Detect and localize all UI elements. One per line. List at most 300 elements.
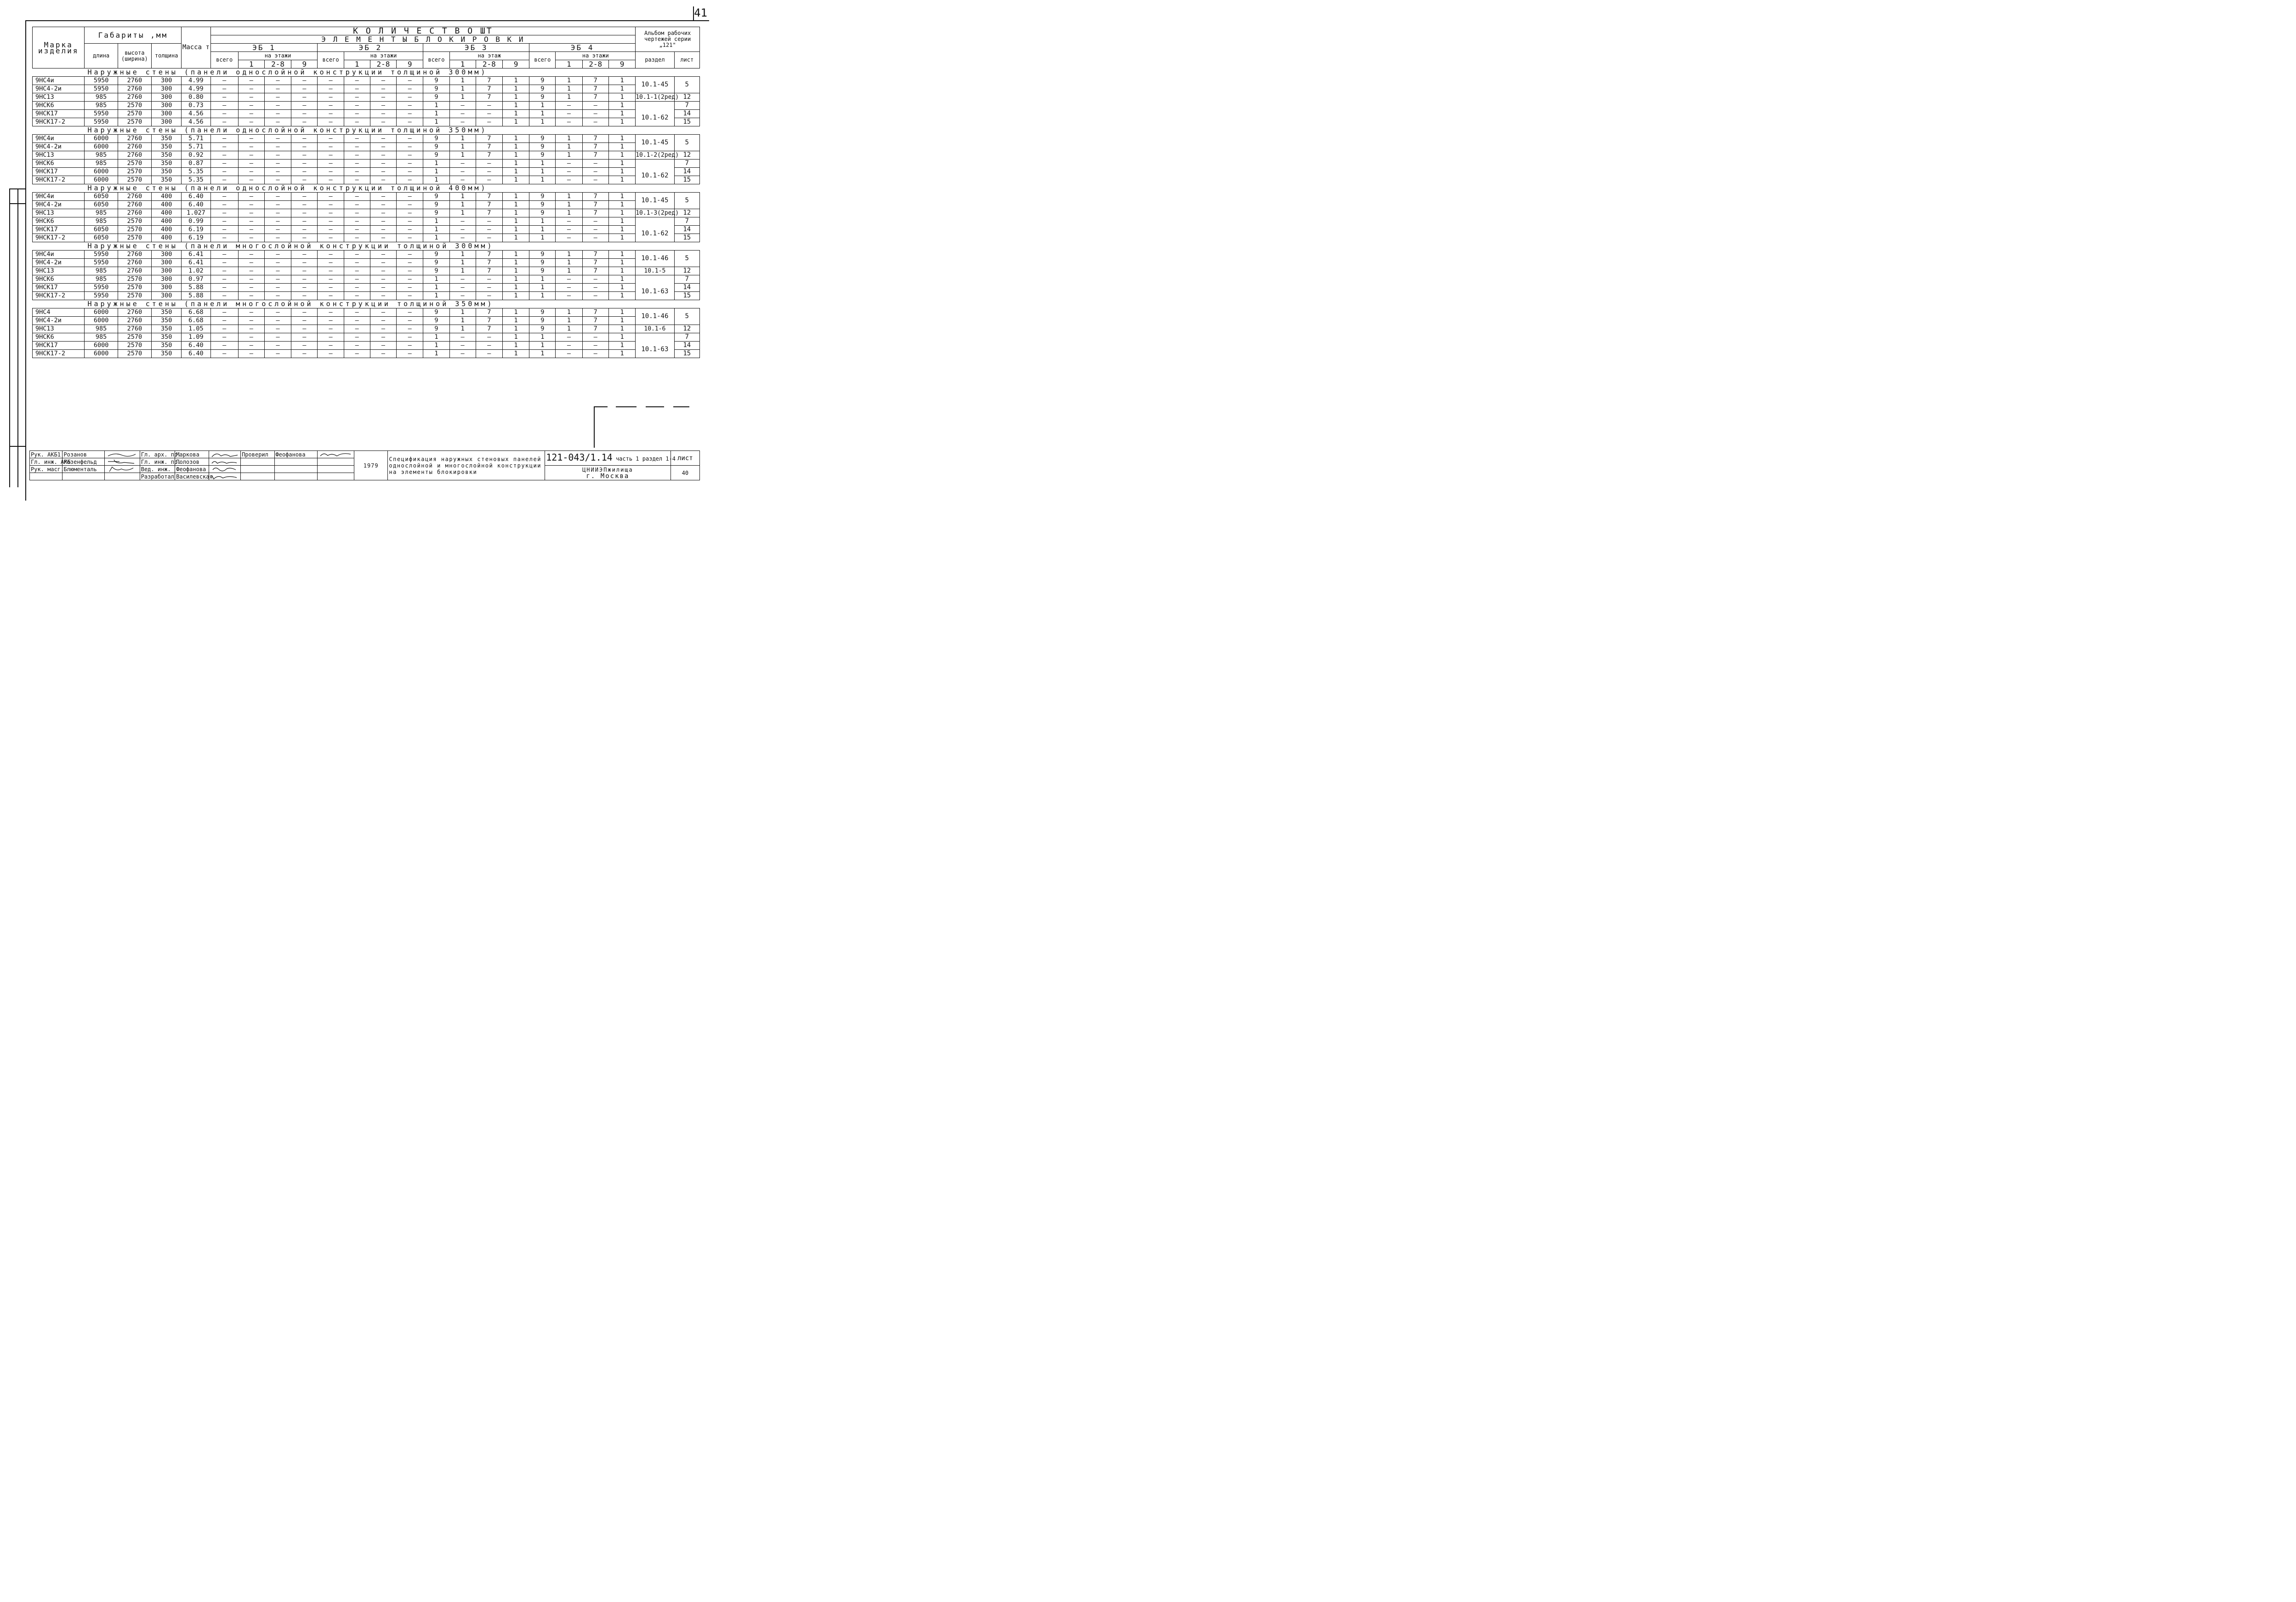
- quantity-cell: —: [397, 151, 423, 160]
- quantity-cell: —: [264, 259, 291, 267]
- person-name: Полозов: [175, 458, 209, 466]
- col-header-floor: 1: [556, 60, 582, 68]
- person-name: Василевская: [175, 473, 209, 480]
- quantity-cell: —: [397, 342, 423, 350]
- quantity-cell: 9: [423, 201, 449, 209]
- quantity-cell: —: [210, 168, 238, 176]
- razdel-cell: 10.1-1(2ред): [636, 94, 679, 101]
- quantity-cell: —: [238, 217, 264, 226]
- quantity-cell: —: [370, 342, 396, 350]
- razdel-cell: 10.1-63: [636, 342, 674, 358]
- quantity-cell: —: [556, 160, 582, 168]
- length-cell: 6050: [85, 226, 118, 234]
- title-block: [29, 450, 700, 480]
- mass-cell: 6.41: [182, 251, 210, 259]
- height-cell: 2570: [118, 342, 151, 350]
- razdel-cell: [636, 102, 674, 110]
- quantity-cell: 9: [529, 151, 556, 160]
- quantity-cell: —: [318, 135, 344, 143]
- mass-cell: 5.88: [182, 292, 210, 300]
- quantity-cell: —: [370, 217, 396, 226]
- height-cell: 2760: [118, 209, 151, 217]
- height-cell: 2570: [118, 217, 151, 226]
- quantity-cell: 7: [582, 93, 608, 102]
- quantity-cell: —: [318, 168, 344, 176]
- quantity-cell: —: [318, 292, 344, 300]
- quantity-cell: —: [210, 151, 238, 160]
- quantity-cell: —: [291, 110, 318, 118]
- organization-cell: [545, 466, 671, 480]
- quantity-cell: 1: [608, 143, 635, 151]
- empty-cell: [318, 458, 354, 466]
- quantity-cell: —: [476, 110, 502, 118]
- quantity-cell: —: [476, 102, 502, 110]
- quantity-cell: —: [318, 325, 344, 333]
- height-cell: 2760: [118, 77, 151, 85]
- quantity-cell: —: [397, 160, 423, 168]
- quantity-cell: —: [291, 251, 318, 259]
- quantity-cell: —: [318, 259, 344, 267]
- quantity-cell: —: [318, 77, 344, 85]
- thickness-cell: 300: [152, 275, 182, 284]
- list-cell: 15: [674, 118, 699, 126]
- quantity-cell: —: [476, 168, 502, 176]
- quantity-cell: —: [264, 333, 291, 342]
- quantity-cell: —: [370, 275, 396, 284]
- quantity-cell: 9: [423, 209, 449, 217]
- quantity-cell: 9: [423, 317, 449, 325]
- quantity-cell: —: [556, 234, 582, 242]
- quantity-cell: —: [397, 168, 423, 176]
- quantity-cell: 1: [502, 143, 529, 151]
- height-cell: 2570: [118, 350, 151, 358]
- quantity-cell: 1: [502, 350, 529, 358]
- razdel-cell: 10.1-45: [636, 135, 674, 151]
- razdel-cell: 10.1-63: [636, 284, 674, 300]
- table-row: [33, 85, 700, 93]
- quantity-cell: —: [449, 102, 476, 110]
- quantity-cell: 1: [556, 259, 582, 267]
- quantity-cell: 1: [502, 284, 529, 292]
- table-row: [33, 259, 700, 267]
- quantity-cell: —: [476, 176, 502, 184]
- quantity-cell: 1: [529, 160, 556, 168]
- quantity-cell: —: [344, 93, 370, 102]
- quantity-cell: —: [210, 118, 238, 126]
- quantity-cell: —: [476, 226, 502, 234]
- length-cell: 985: [85, 217, 118, 226]
- quantity-cell: —: [291, 102, 318, 110]
- quantity-cell: —: [449, 284, 476, 292]
- quantity-cell: —: [291, 275, 318, 284]
- quantity-cell: 1: [556, 317, 582, 325]
- list-cell: 15: [674, 234, 699, 242]
- quantity-cell: —: [238, 118, 264, 126]
- quantity-cell: 9: [423, 251, 449, 259]
- mark-cell: 9НС13: [33, 325, 85, 333]
- quantity-cell: —: [344, 325, 370, 333]
- list-cell: 5: [674, 251, 699, 267]
- mark-cell: 9НС4-2и: [33, 201, 85, 209]
- quantity-cell: 1: [556, 193, 582, 201]
- list-cell: 7: [674, 160, 699, 168]
- height-cell: 2570: [118, 275, 151, 284]
- list-cell: 12: [674, 325, 699, 333]
- quantity-cell: —: [344, 118, 370, 126]
- mass-cell: 0.99: [182, 217, 210, 226]
- col-header-kolichestvo: К О Л И Ч Е С Т В О ШТ: [210, 27, 636, 35]
- mark-cell: 9НСК6: [33, 217, 85, 226]
- razdel-cell: 10.1-6: [636, 325, 674, 333]
- quantity-cell: —: [397, 234, 423, 242]
- quantity-cell: —: [238, 160, 264, 168]
- thickness-cell: 350: [152, 308, 182, 317]
- table-row: [33, 193, 700, 201]
- mass-cell: 6.40: [182, 201, 210, 209]
- quantity-cell: 9: [529, 267, 556, 275]
- section-title: Наружные стены (панели однослойной конструкции толщиной 400мм): [33, 184, 700, 193]
- razdel-cell: 10.1-46: [636, 251, 674, 267]
- height-cell: 2760: [118, 85, 151, 93]
- quantity-cell: —: [344, 350, 370, 358]
- mark-cell: 9НС13: [33, 209, 85, 217]
- quantity-cell: 1: [608, 317, 635, 325]
- quantity-cell: —: [318, 308, 344, 317]
- table-row: [33, 176, 700, 184]
- quantity-cell: —: [264, 168, 291, 176]
- quantity-cell: 1: [502, 226, 529, 234]
- col-header-vsego: всего: [529, 52, 556, 68]
- quantity-cell: —: [370, 317, 396, 325]
- razdel-cell: 10.1-2(2ред): [636, 152, 679, 159]
- quantity-cell: —: [344, 333, 370, 342]
- quantity-cell: 7: [582, 201, 608, 209]
- quantity-cell: 7: [582, 85, 608, 93]
- col-header-floor: 2-8: [582, 60, 608, 68]
- signature: [209, 473, 240, 480]
- mark-cell: 9НСК17-2: [33, 292, 85, 300]
- quantity-cell: 1: [608, 193, 635, 201]
- quantity-cell: 7: [582, 259, 608, 267]
- col-header-floor: 1: [449, 60, 476, 68]
- quantity-cell: —: [238, 267, 264, 275]
- quantity-cell: 1: [502, 93, 529, 102]
- list-cell: 7: [674, 275, 699, 284]
- group-header-eb3: ЭБ 3: [423, 44, 529, 52]
- height-cell: 2570: [118, 118, 151, 126]
- list-cell: 12: [674, 151, 699, 160]
- col-header-floor: 1: [344, 60, 370, 68]
- quantity-cell: —: [344, 234, 370, 242]
- col-header-floor: 1: [238, 60, 264, 68]
- quantity-cell: 1: [423, 160, 449, 168]
- razdel-cell: 10.1-45: [636, 193, 674, 209]
- quantity-cell: —: [238, 201, 264, 209]
- col-header-na-etazhi: на этажи: [344, 52, 423, 60]
- quantity-cell: 1: [529, 342, 556, 350]
- quantity-cell: —: [210, 77, 238, 85]
- mark-cell: 9НС4и: [33, 77, 85, 85]
- quantity-cell: —: [210, 85, 238, 93]
- quantity-cell: —: [291, 342, 318, 350]
- thickness-cell: 350: [152, 168, 182, 176]
- quantity-cell: —: [370, 234, 396, 242]
- quantity-cell: —: [556, 102, 582, 110]
- quantity-cell: —: [582, 234, 608, 242]
- height-cell: 2760: [118, 267, 151, 275]
- group-header-eb4: ЭБ 4: [529, 44, 636, 52]
- mark-cell: 9НС4и: [33, 135, 85, 143]
- quantity-cell: 1: [608, 251, 635, 259]
- length-cell: 985: [85, 93, 118, 102]
- person-name: Маркова: [175, 451, 209, 458]
- binding-margin-line: [9, 188, 10, 487]
- thickness-cell: 350: [152, 350, 182, 358]
- quantity-cell: —: [449, 168, 476, 176]
- col-header-floor: 9: [291, 60, 318, 68]
- quantity-cell: —: [344, 168, 370, 176]
- list-cell: 12: [674, 93, 699, 102]
- quantity-cell: —: [556, 118, 582, 126]
- quantity-cell: —: [210, 342, 238, 350]
- role-label: Проверил: [241, 451, 274, 458]
- quantity-cell: —: [582, 226, 608, 234]
- col-header-gabarity: Габариты ,мм: [85, 27, 182, 44]
- thickness-cell: 300: [152, 85, 182, 93]
- quantity-cell: —: [210, 176, 238, 184]
- table-row: [33, 317, 700, 325]
- drawing-title: Спецификация наружных стеновых панелей однослойной и многослойной конструкции на элементы блокировки: [388, 451, 545, 480]
- quantity-cell: 1: [529, 292, 556, 300]
- quantity-cell: 7: [582, 267, 608, 275]
- table-row: [33, 333, 700, 342]
- group-header-eb1: ЭБ 1: [210, 44, 318, 52]
- quantity-cell: —: [449, 226, 476, 234]
- quantity-cell: 1: [608, 292, 635, 300]
- height-cell: 2760: [118, 151, 151, 160]
- quantity-cell: —: [370, 93, 396, 102]
- quantity-cell: 1: [423, 102, 449, 110]
- quantity-cell: —: [397, 201, 423, 209]
- quantity-cell: —: [397, 118, 423, 126]
- thickness-cell: 400: [152, 201, 182, 209]
- quantity-cell: 7: [476, 201, 502, 209]
- list-cell: 5: [674, 77, 699, 93]
- quantity-cell: 1: [529, 118, 556, 126]
- empty-cell: [318, 466, 354, 473]
- quantity-cell: —: [344, 77, 370, 85]
- quantity-cell: 1: [608, 135, 635, 143]
- quantity-cell: —: [370, 201, 396, 209]
- quantity-cell: —: [318, 110, 344, 118]
- table-row: [33, 234, 700, 242]
- quantity-cell: —: [370, 284, 396, 292]
- section-title: Наружные стены (панели многослойной конструкции толщиной 350мм): [33, 300, 700, 308]
- quantity-cell: —: [449, 110, 476, 118]
- quantity-cell: —: [264, 201, 291, 209]
- mass-cell: 5.71: [182, 143, 210, 151]
- quantity-cell: 1: [529, 176, 556, 184]
- height-cell: 2570: [118, 234, 151, 242]
- thickness-cell: 350: [152, 151, 182, 160]
- col-header-tolshchina: толщина: [152, 44, 182, 68]
- quantity-cell: —: [556, 342, 582, 350]
- razdel-cell: [636, 217, 674, 226]
- length-cell: 5950: [85, 85, 118, 93]
- quantity-cell: —: [397, 267, 423, 275]
- quantity-cell: 9: [529, 135, 556, 143]
- quantity-cell: —: [238, 350, 264, 358]
- quantity-cell: 1: [449, 143, 476, 151]
- quantity-cell: 1: [608, 93, 635, 102]
- table-row: [33, 267, 700, 275]
- section-label: раздел 1-4: [642, 456, 676, 462]
- mass-cell: 0.80: [182, 93, 210, 102]
- mark-cell: 9НС4-2и: [33, 85, 85, 93]
- quantity-cell: —: [397, 176, 423, 184]
- quantity-cell: 1: [608, 333, 635, 342]
- mass-cell: 5.88: [182, 284, 210, 292]
- empty-cell: [241, 473, 274, 480]
- quantity-cell: 1: [449, 209, 476, 217]
- length-cell: 6000: [85, 350, 118, 358]
- quantity-cell: —: [344, 251, 370, 259]
- quantity-cell: —: [476, 160, 502, 168]
- quantity-cell: 7: [582, 193, 608, 201]
- quantity-cell: 1: [423, 275, 449, 284]
- mark-cell: 9НСК6: [33, 275, 85, 284]
- quantity-cell: —: [291, 201, 318, 209]
- quantity-cell: 1: [529, 275, 556, 284]
- quantity-cell: —: [556, 275, 582, 284]
- col-header-floor: 9: [397, 60, 423, 68]
- quantity-cell: 1: [556, 143, 582, 151]
- height-cell: 2760: [118, 193, 151, 201]
- table-row: [33, 209, 700, 217]
- quantity-cell: 7: [476, 251, 502, 259]
- quantity-cell: 9: [529, 85, 556, 93]
- length-cell: 6050: [85, 201, 118, 209]
- mark-cell: 9НС4и: [33, 251, 85, 259]
- quantity-cell: 1: [423, 333, 449, 342]
- role-label: Разработал: [140, 473, 175, 480]
- quantity-cell: 1: [608, 209, 635, 217]
- quantity-cell: —: [449, 118, 476, 126]
- quantity-cell: 1: [423, 217, 449, 226]
- quantity-cell: —: [370, 110, 396, 118]
- length-cell: 985: [85, 209, 118, 217]
- quantity-cell: —: [238, 275, 264, 284]
- thickness-cell: 350: [152, 176, 182, 184]
- quantity-cell: —: [318, 267, 344, 275]
- col-header-albom: Альбом рабочих чертежей серии „121": [636, 27, 700, 52]
- quantity-cell: —: [556, 284, 582, 292]
- quantity-cell: 9: [529, 93, 556, 102]
- quantity-cell: —: [344, 110, 370, 118]
- quantity-cell: —: [582, 110, 608, 118]
- quantity-cell: —: [582, 118, 608, 126]
- quantity-cell: —: [318, 201, 344, 209]
- quantity-cell: 1: [502, 308, 529, 317]
- quantity-cell: —: [238, 292, 264, 300]
- quantity-cell: 7: [582, 317, 608, 325]
- quantity-cell: 1: [423, 284, 449, 292]
- quantity-cell: —: [210, 110, 238, 118]
- col-header-vsego: всего: [210, 52, 238, 68]
- empty-cell: [318, 473, 354, 480]
- quantity-cell: 7: [476, 143, 502, 151]
- quantity-cell: —: [344, 259, 370, 267]
- group-header-eb2: ЭБ 2: [318, 44, 423, 52]
- quantity-cell: 1: [608, 234, 635, 242]
- table-header: [33, 27, 700, 68]
- quantity-cell: —: [476, 118, 502, 126]
- quantity-cell: 7: [582, 77, 608, 85]
- signature: [318, 451, 354, 458]
- signature: [209, 451, 240, 458]
- empty-cell: [241, 458, 274, 466]
- quantity-cell: —: [238, 333, 264, 342]
- quantity-cell: 7: [476, 93, 502, 102]
- quantity-cell: —: [344, 209, 370, 217]
- length-cell: 6000: [85, 143, 118, 151]
- quantity-cell: 1: [608, 275, 635, 284]
- quantity-cell: —: [238, 102, 264, 110]
- quantity-cell: —: [238, 308, 264, 317]
- quantity-cell: —: [397, 93, 423, 102]
- mass-cell: 6.40: [182, 193, 210, 201]
- quantity-cell: 1: [502, 168, 529, 176]
- quantity-cell: —: [210, 350, 238, 358]
- thickness-cell: 350: [152, 342, 182, 350]
- role-label: Гл. инж. АКБ: [30, 458, 63, 466]
- quantity-cell: 1: [423, 342, 449, 350]
- list-cell: 7: [674, 102, 699, 110]
- razdel-cell: [636, 160, 674, 168]
- quantity-cell: 9: [423, 135, 449, 143]
- signature: [209, 466, 240, 473]
- length-cell: 5950: [85, 118, 118, 126]
- quantity-cell: —: [370, 135, 396, 143]
- thickness-cell: 300: [152, 251, 182, 259]
- role-label: Рук. масг.: [30, 466, 63, 473]
- thickness-cell: 300: [152, 110, 182, 118]
- quantity-cell: —: [318, 317, 344, 325]
- section-header-row: [33, 184, 700, 193]
- length-cell: 5950: [85, 251, 118, 259]
- quantity-cell: —: [344, 85, 370, 93]
- quantity-cell: 1: [529, 110, 556, 118]
- person-name: Блюменталь: [63, 466, 105, 473]
- quantity-cell: 1: [423, 110, 449, 118]
- mark-cell: 9НСК17-2: [33, 176, 85, 184]
- razdel-cell: 10.1-46: [636, 308, 674, 325]
- quantity-cell: 1: [502, 110, 529, 118]
- quantity-cell: —: [291, 317, 318, 325]
- quantity-cell: —: [476, 342, 502, 350]
- quantity-cell: 1: [608, 267, 635, 275]
- mass-cell: 1.05: [182, 325, 210, 333]
- quantity-cell: —: [397, 292, 423, 300]
- quantity-cell: —: [291, 193, 318, 201]
- quantity-cell: —: [318, 251, 344, 259]
- frame-left-border: [25, 20, 26, 501]
- col-header-marka: Марка изделия: [33, 27, 85, 68]
- quantity-cell: —: [264, 77, 291, 85]
- quantity-cell: —: [344, 135, 370, 143]
- table-row: [33, 284, 700, 292]
- quantity-cell: —: [370, 193, 396, 201]
